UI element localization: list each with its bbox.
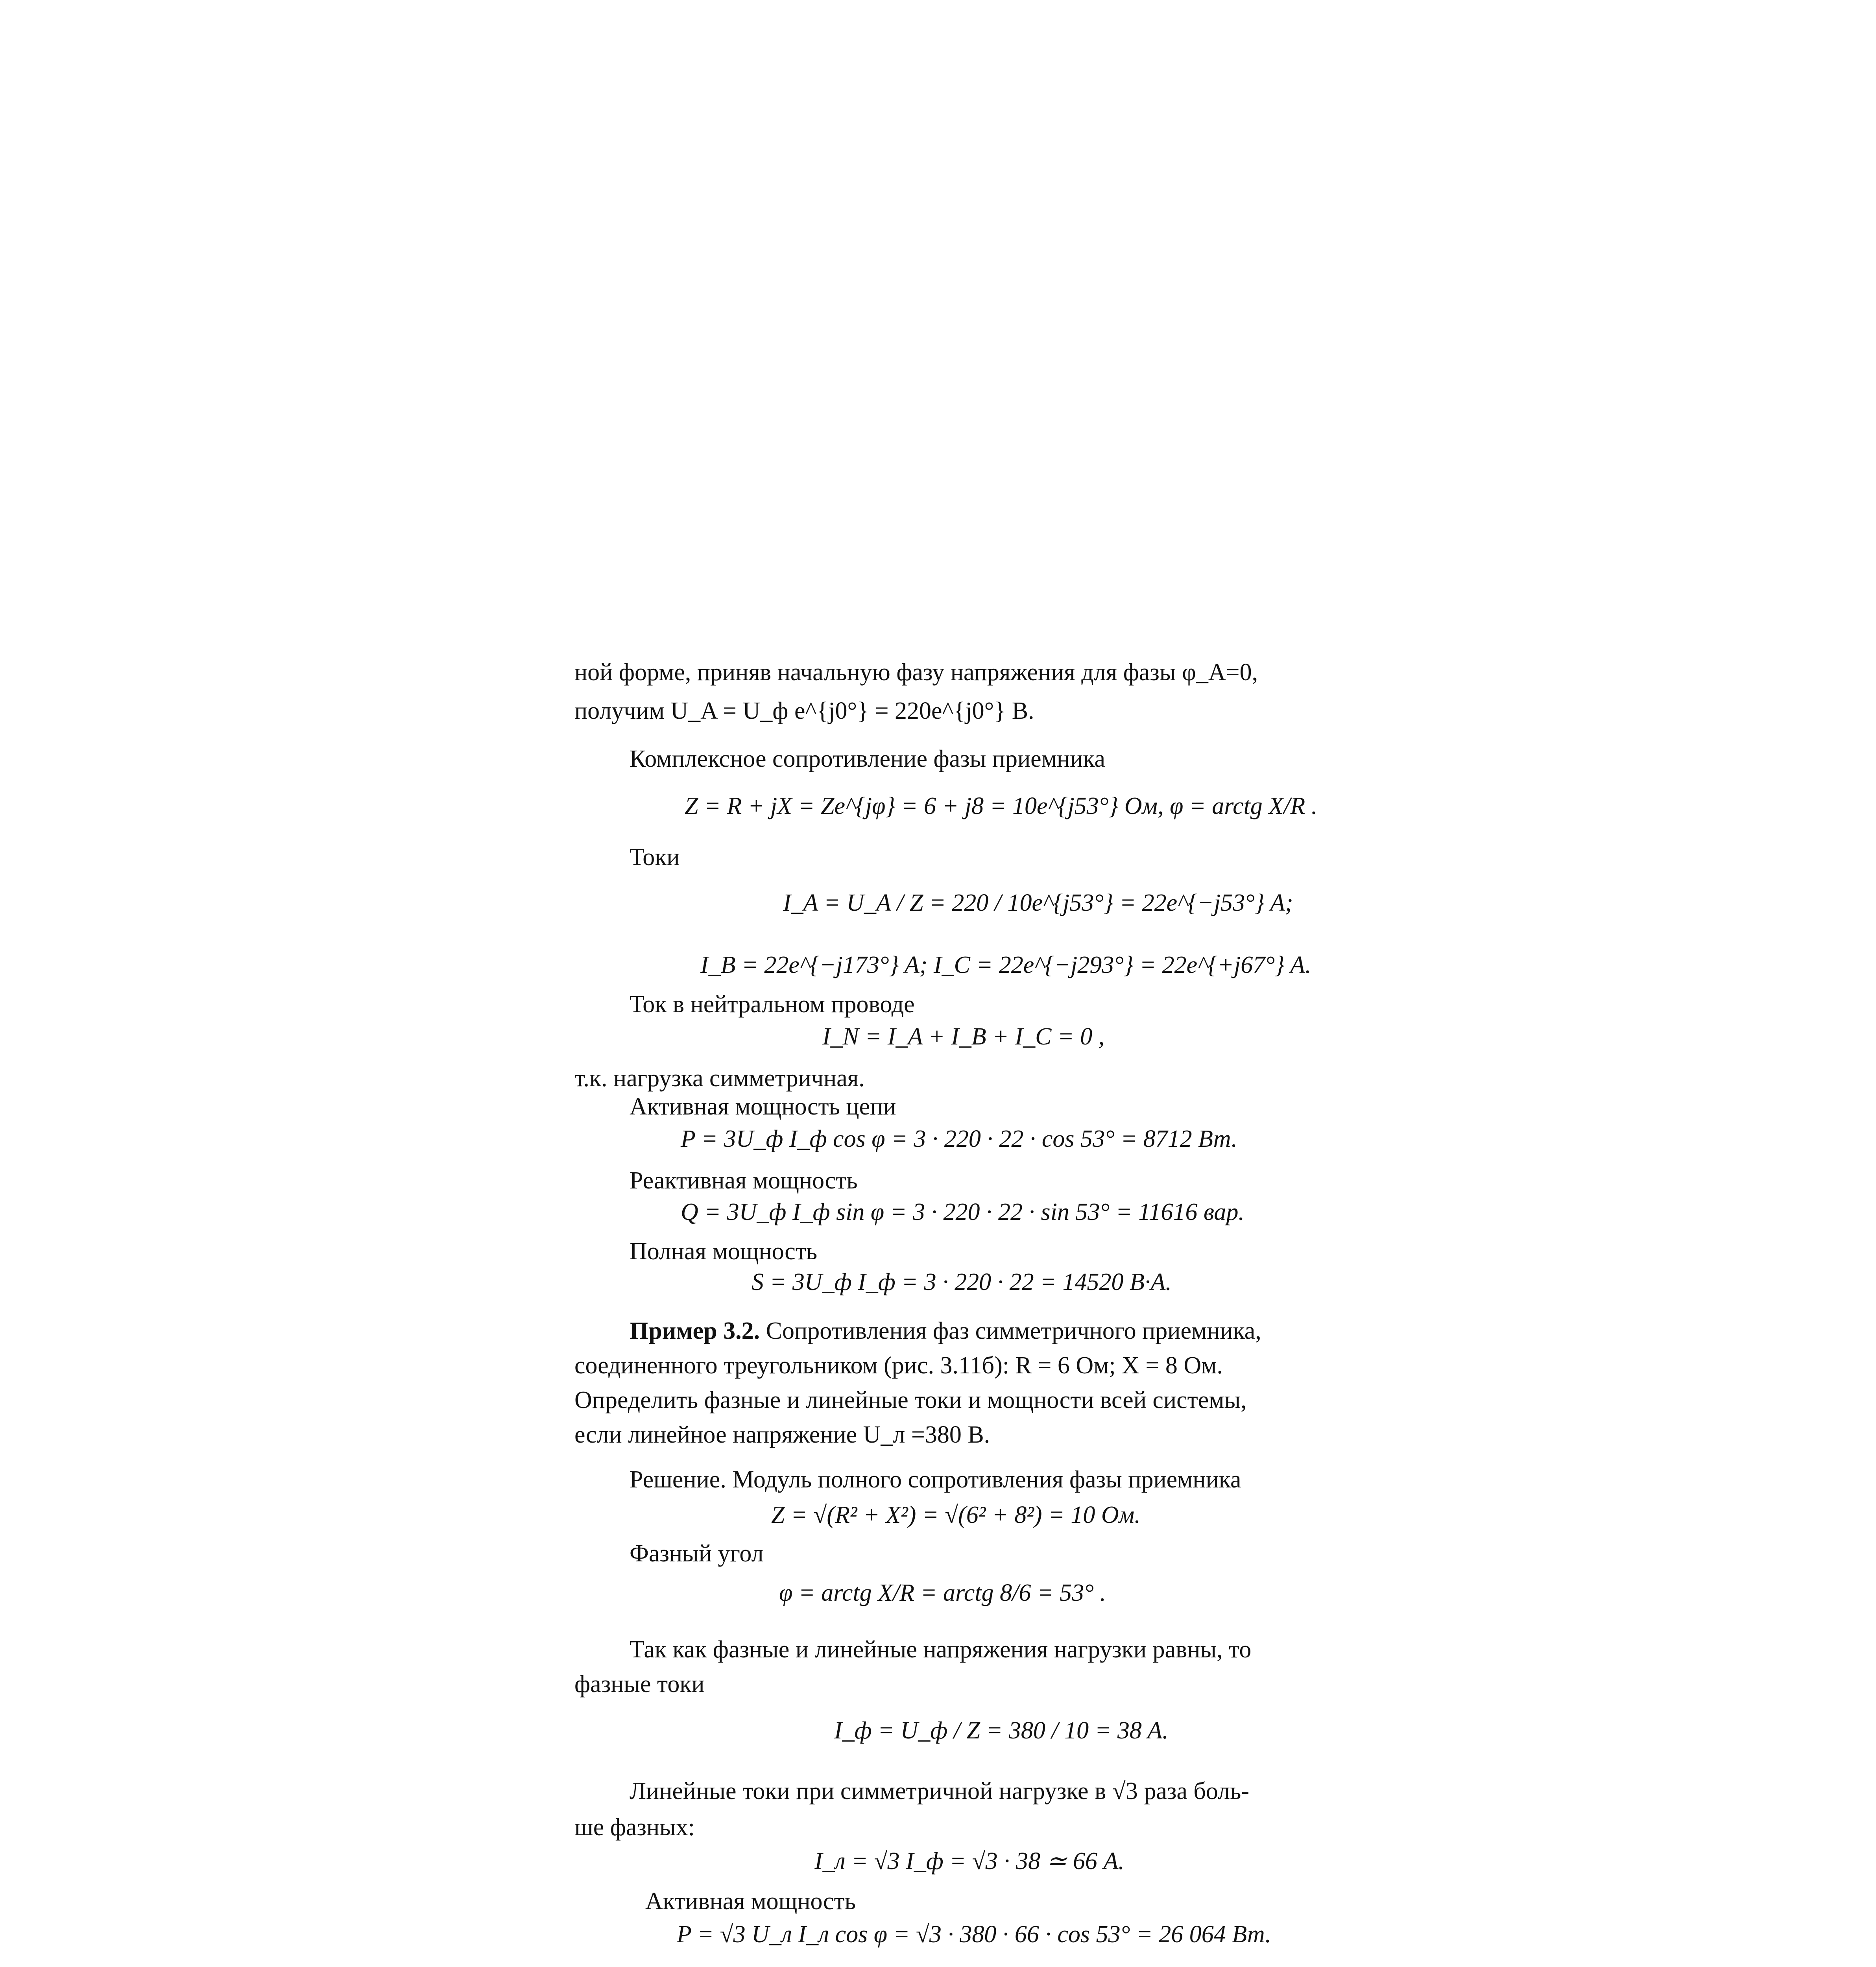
text-line-voltages: Так как фазные и линейные напряжения нагрузки равны, то xyxy=(630,1636,1252,1663)
example-text-1: Сопротивления фаз симметричного приемника, xyxy=(760,1317,1261,1344)
text-line-currents: Токи xyxy=(630,844,680,871)
text-line-1: ной форме, приняв начальную фазу напряжения для фазы φ_A=0, xyxy=(574,659,1258,686)
equation-modulus: Z = √(R² + X²) = √(6² + 8²) = 10 Ом. xyxy=(771,1502,1141,1528)
equation-active-power-2: P = √3 U_л I_л cos φ = √3 · 380 · 66 · cos 53° = 26 064 Вт. xyxy=(677,1921,1271,1948)
text-line-neutral: Ток в нейтральном проводе xyxy=(630,991,915,1018)
equation-current-a: I_A = U_A / Z = 220 / 10e^{j53°} = 22e^{−j53°} A; xyxy=(783,889,1293,916)
example-line-4: если линейное напряжение U_л =380 В. xyxy=(574,1421,990,1448)
text-line-active-power: Активная мощность цепи xyxy=(630,1093,896,1120)
example-line-3: Определить фазные и линейные токи и мощности всей системы, xyxy=(574,1387,1247,1413)
text-line-reactive-power: Реактивная мощность xyxy=(630,1167,858,1194)
text-line-line-currents: Линейные токи при симметричной нагрузке в √3 раза боль- xyxy=(630,1778,1249,1805)
equation-line-current: I_л = √3 I_ф = √3 · 38 ≃ 66 A. xyxy=(814,1848,1124,1875)
equation-active-power: P = 3U_ф I_ф cos φ = 3 · 220 · 22 · cos 53° = 8712 Вт. xyxy=(681,1126,1237,1152)
text-line-apparent-power: Полная мощность xyxy=(630,1238,818,1265)
text-line-active-power-2: Активная мощность xyxy=(645,1888,856,1915)
text-line-symmetric: т.к. нагрузка симметричная. xyxy=(574,1065,865,1092)
text-line-solution: Решение. Модуль полного сопротивления фазы приемника xyxy=(630,1466,1241,1493)
equation-neutral-current: I_N = I_A + I_B + I_C = 0 , xyxy=(822,1023,1105,1050)
text-line-phase-angle: Фазный угол xyxy=(630,1540,764,1567)
text-line-3: Комплексное сопротивление фазы приемника xyxy=(630,745,1105,772)
text-line-phase: ше фазных: xyxy=(574,1814,695,1841)
equation-phase-angle: φ = arctg X/R = arctg 8/6 = 53° . xyxy=(779,1580,1106,1606)
example-title: Пример 3.2. xyxy=(630,1317,760,1344)
equation-reactive-power: Q = 3U_ф I_ф sin φ = 3 · 220 · 22 · sin 53° = 11616 вар. xyxy=(681,1199,1245,1225)
equation-currents-bc: I_B = 22e^{−j173°} A; I_C = 22e^{−j293°} = 22e^{+j67°} A. xyxy=(700,952,1311,978)
text-line-phase-currents: фазные токи xyxy=(574,1671,705,1698)
equation-impedance: Z = R + jX = Ze^{jφ} = 6 + j8 = 10e^{j53°} Ом, φ = arctg X/R . xyxy=(685,793,1318,819)
text-line-2: получим U_A = U_ф e^{j0°} = 220e^{j0°} В. xyxy=(574,697,1034,724)
example-line-2: соединенного треугольником (рис. 3.11б): R = 6 Ом; X = 8 Ом. xyxy=(574,1352,1223,1379)
equation-apparent-power: S = 3U_ф I_ф = 3 · 220 · 22 = 14520 В·А. xyxy=(752,1269,1172,1295)
equation-phase-current: I_ф = U_ф / Z = 380 / 10 = 38 A. xyxy=(834,1717,1169,1744)
example-line-1 xyxy=(630,1319,1261,1343)
